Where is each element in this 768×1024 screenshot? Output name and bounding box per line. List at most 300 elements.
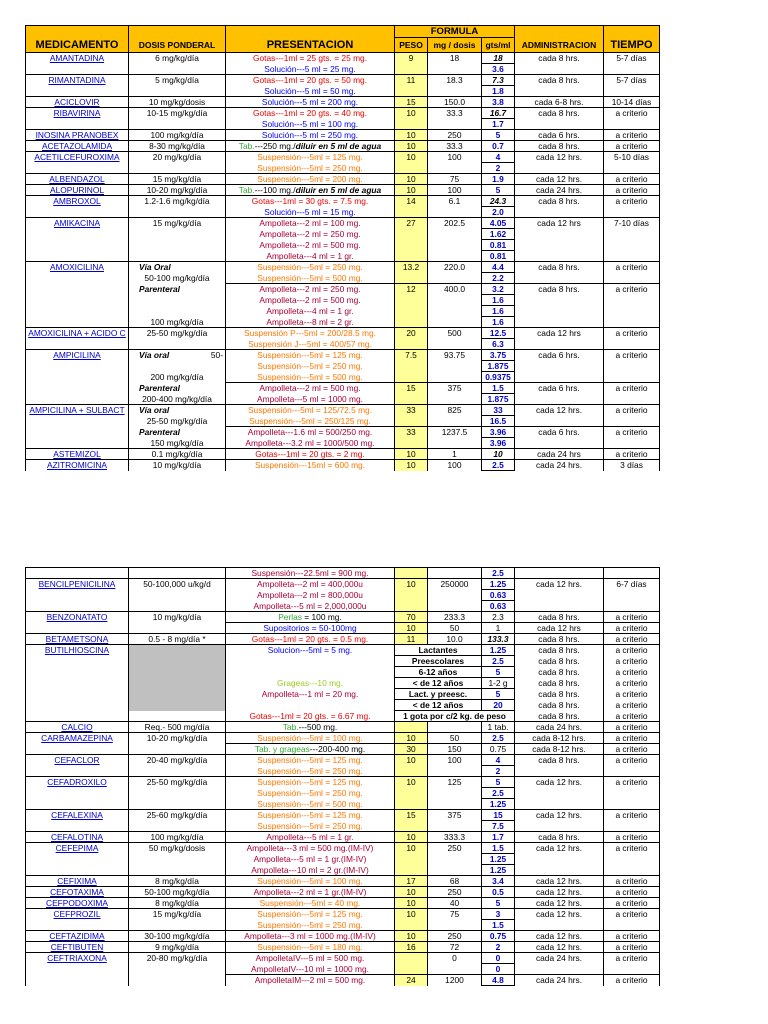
drug-name-link[interactable]: ACETAZOLAMIDA [26,141,129,152]
presentacion-cell [226,295,395,306]
dosis-text: 150 mg/kg/día [150,437,204,448]
tiempo-cell: a criterio [604,777,660,788]
dosis-cell [129,86,226,97]
table-row [26,361,660,372]
drug-name-link [26,623,129,634]
drug-name-link[interactable]: INOSINA PRANOBEX [26,130,129,141]
tiempo-cell: a criterio [604,634,660,645]
gts-ml-cell: 0.75 [482,931,515,942]
peso-cell: 11 [395,634,428,645]
presentacion-form: Ampolleta [266,316,304,327]
dosis-text: Parenteral [139,382,180,393]
drug-name-link[interactable]: CEFACLOR [26,755,129,766]
drug-name-link[interactable]: RIBAVIRINA [26,108,129,119]
presentacion-detail: ---5ml = 250 mg. [301,360,363,371]
table-row [26,108,660,119]
gts-ml-cell: 3.4 [482,876,515,887]
mg-dosis-cell: 375 [428,810,482,821]
presentacion-detail: ---5ml = 250 mg. [301,162,363,173]
table-row [26,141,660,152]
gts-ml-cell: 1 [482,623,515,634]
table-row [26,799,660,810]
tiempo-cell [604,590,660,601]
tiempo-cell: a criterio [604,953,660,964]
table-row [26,405,660,416]
administracion-cell: cada 8 hrs. [515,832,604,843]
administracion-cell: cada 24 hrs. [515,975,604,986]
presentacion-form: Gotas [252,75,276,85]
age-group-cell: Lactantes [395,645,482,656]
presentacion-detail: ---15ml = 600 mg. [298,460,366,470]
administracion-cell [515,229,604,240]
drug-name-link[interactable]: AZITROMICINA [26,460,129,471]
gts-ml-cell: 0.5 [482,887,515,898]
drug-name-link[interactable]: CEFTRIAXONA [26,953,129,964]
drug-table [25,25,660,471]
drug-name-link[interactable]: BENZONATATO [26,612,129,623]
presentacion-detail: ---5 ml = 250 mg. [294,130,359,140]
table-row [26,898,660,909]
table-row [26,634,660,645]
drug-name-link[interactable]: ACICLOVIR [26,97,129,108]
drug-name-link[interactable]: AMANTADINA [26,53,129,64]
age-group-cell: Preescolares [395,656,482,667]
presentacion-detail: ---5 ml = 2,000,000u [290,600,367,611]
presentacion-detail: ---5ml = 100 mg. [301,733,363,743]
dosis-cell [129,394,226,405]
peso-cell [395,601,428,612]
mg-dosis-cell [428,339,482,350]
presentacion-cell [226,152,395,163]
drug-name-link[interactable]: ALOPURINOL [26,185,129,196]
administracion-cell: cada 12 hrs. [515,405,604,416]
peso-cell: 16 [395,942,428,953]
administracion-cell [515,295,604,306]
administracion-cell: cada 12 hrs. [515,931,604,942]
presentacion-cell [226,931,395,942]
table-row [26,612,660,623]
dosis-text: 10 mg/kg/dosis [148,97,206,107]
presentacion-cell [226,119,395,130]
dosis-cell [129,229,226,240]
administracion-cell: cada 12 hrs. [515,898,604,909]
presentacion-form: Suspensión [257,919,302,930]
drug-name-link[interactable]: CARBAMAZEPINA [26,733,129,744]
presentacion-cell [226,262,395,273]
presentacion-detail: ---5ml = 100 mg. [301,876,363,886]
peso-cell [395,251,428,262]
gts-ml-cell: 1-2 g [482,678,515,689]
dosis-cell [129,700,226,711]
dosis-cell [129,733,226,744]
gts-ml-cell: 2 [482,942,515,953]
presentacion-cell [226,86,395,97]
tiempo-cell [604,788,660,799]
peso-cell [395,229,428,240]
presentacion-cell [226,832,395,843]
dosis-cell [129,207,226,218]
tiempo-cell: a criterio [604,623,660,634]
mg-dosis-cell: 1200 [428,975,482,986]
presentacion-cell [226,667,395,678]
peso-cell: 13.2 [395,262,428,273]
dosis-cell [129,64,226,75]
table-row [26,306,660,317]
presentacion-form: Suspensión [257,777,302,787]
presentacion-detail: ---8 ml = 2 gr. [303,316,354,327]
presentacion-cell [226,964,395,975]
dosis-cell [129,568,226,579]
gts-ml-cell: 1.25 [482,579,515,590]
presentacion-detail: ---1ml = 20 gts. = 50 mg. [275,75,368,85]
dosis-cell [129,799,226,810]
presentacion-detail: ---2 ml = 250 mg. [296,284,361,294]
dosis-cell [129,141,226,152]
table-row [26,821,660,832]
mg-dosis-cell: 72 [428,942,482,953]
drug-name-link[interactable]: CEFADROXILO [26,777,129,788]
tiempo-cell: a criterio [604,744,660,755]
peso-cell [395,766,428,777]
dosis-cell [129,634,226,645]
drug-name-link [26,394,129,405]
presentacion-form: Grageas [276,677,310,688]
drug-name-link[interactable]: BENCILPENICILINA [26,579,129,590]
gts-ml-cell: 10 [482,449,515,460]
drug-name-link[interactable]: CALCIO [26,722,129,733]
dosis-cell [129,865,226,876]
gts-ml-cell: 5 [482,689,515,700]
presentacion-detail: ---5 ml = 100 mg. [294,118,359,129]
tiempo-cell: a criterio [604,141,660,152]
drug-name-link[interactable]: CEFPROZIL [26,909,129,920]
administracion-cell [515,207,604,218]
presentacion-cell [226,240,395,251]
gts-ml-cell: 20 [482,700,515,711]
gts-ml-cell: 5 [482,898,515,909]
presentacion-detail: ---1ml = 20 gts. = 2 mg. [277,449,365,459]
dosis-text: 9 mg/kg/día [155,942,199,952]
mg-dosis-cell: 150 [428,744,482,755]
presentacion-detail: ---2 ml = 500 mg. [296,239,361,250]
administracion-cell: cada 12 hrs [515,328,604,339]
administracion-cell: cada 8 hrs. [515,678,604,689]
peso-cell: 12 [395,284,428,295]
dosis-cell [129,711,226,722]
presentacion-cell [226,141,395,152]
presentacion-cell [226,196,395,207]
drug-name-link [26,273,129,284]
presentacion-form: AmpolletaIV [255,953,301,963]
tiempo-cell [604,229,660,240]
administracion-cell: cada 12 hrs [515,218,604,229]
mg-dosis-cell [428,317,482,328]
presentacion-form: Suspensión [257,360,302,371]
drug-name-link[interactable]: ALBENDAZOL [26,174,129,185]
peso-cell [395,854,428,865]
mg-dosis-cell: 150.0 [428,97,482,108]
drug-table-page-1 [25,25,659,471]
presentacion-detail: ---5ml = 500 mg. [301,798,363,809]
dosis-cell [129,350,226,361]
presentacion-detail: ---10 ml = 1000 mg. [295,963,369,974]
tiempo-cell: a criterio [604,427,660,438]
age-group-cell: 1 gota por c/2 kg. de peso [395,711,515,722]
mg-dosis-cell [428,601,482,612]
drug-name-link [26,711,129,722]
drug-name-link [26,240,129,251]
table-row [26,174,660,185]
peso-cell [395,590,428,601]
administracion-cell: cada 8-12 hrs. [515,744,604,755]
presentacion-cell [226,821,395,832]
presentacion-cell [226,350,395,361]
presentacion-detail: ---1ml = 20 gts. = 0.5 mg. [274,634,369,644]
table-row [26,251,660,262]
mg-dosis-cell: 33.3 [428,141,482,152]
presentacion-detail: ---5 ml = 1 gr.(IM-IV) [290,853,367,864]
gts-ml-cell: 3.6 [482,64,515,75]
presentacion-detail: ---5 ml = 1 gr. [303,832,354,842]
drug-name-link [26,590,129,601]
presentacion-detail: ---5 ml = 15 mg. [296,206,356,217]
presentacion-detail: ---2 ml = 500 mg. [296,294,361,305]
table-row [26,427,660,438]
tiempo-cell: a criterio [604,350,660,361]
gts-ml-cell: 1.5 [482,383,515,394]
administracion-cell [515,394,604,405]
drug-name-link[interactable]: ACETILCEFUROXIMA [26,152,129,163]
table-body-page-1 [26,53,660,471]
administracion-cell [515,317,604,328]
drug-name-link[interactable]: CEFALOTINA [26,832,129,843]
drug-name-link[interactable]: AMPICILINA [26,350,129,361]
drug-name-link[interactable]: CEFOTAXIMA [26,887,129,898]
drug-name-link[interactable]: AMBROXOL [26,196,129,207]
presentacion-form: Gotas [252,108,276,118]
table-row [26,909,660,920]
gts-ml-cell: 2.5 [482,788,515,799]
mg-dosis-cell [428,854,482,865]
gts-ml-cell: 12.5 [482,328,515,339]
dosis-cell [129,273,226,284]
gts-ml-cell: 1.6 [482,295,515,306]
gts-ml-cell: 3.75 [482,350,515,361]
tiempo-cell: a criterio [604,975,660,986]
dosis-cell [129,975,226,986]
administracion-cell [515,416,604,427]
presentacion-form: Suspensión [257,765,302,776]
mg-dosis-cell: 825 [428,405,482,416]
mg-dosis-cell [428,865,482,876]
table-row [26,920,660,931]
administracion-cell: cada 24 hrs [515,449,604,460]
drug-name-link[interactable]: RIMANTADINA [26,75,129,86]
table-row [26,645,660,656]
presentacion-cell [226,898,395,909]
mg-dosis-cell [428,229,482,240]
dosis-cell [129,964,226,975]
mg-dosis-cell [428,273,482,284]
drug-name-link [26,854,129,865]
presentacion-form: Suspensión [257,876,302,886]
drug-name-link[interactable]: CEFALEXINA [26,810,129,821]
gts-ml-cell: 4.4 [482,262,515,273]
drug-name-link[interactable]: BETAMETSONA [26,634,129,645]
administracion-cell: cada 12 hrs. [515,942,604,953]
tiempo-cell: a criterio [604,383,660,394]
dosis-text: 50-100,000 u/kg/d [143,579,211,589]
presentacion-form: Ampolleta [257,589,295,600]
gts-ml-cell: 1.875 [482,361,515,372]
administracion-cell [515,119,604,130]
dosis-cell [129,942,226,953]
tiempo-cell: a criterio [604,405,660,416]
drug-table-page-2 [25,567,659,986]
drug-name-link[interactable]: BUTILHIOSCINA [26,645,129,656]
presentacion-detail: ---5ml = 125 mg. [301,350,363,360]
presentacion-detail: = 100 mg. [301,612,342,622]
tiempo-cell: a criterio [604,909,660,920]
table-row [26,700,660,711]
mg-dosis-cell: 125 [428,777,482,788]
presentacion-detail: ---10 mg. [309,677,344,688]
administracion-cell [515,799,604,810]
dosis-cell [129,306,226,317]
drug-name-link [26,678,129,689]
dosis-cell [129,427,226,438]
table-row [26,75,660,86]
presentacion-form: Suspensión [254,460,299,470]
dosis-cell [129,931,226,942]
gts-ml-cell: 2 [482,163,515,174]
dosis-text: 10-20 mg/kg/día [146,733,208,743]
table-row [26,832,660,843]
administracion-cell [515,766,604,777]
gts-ml-cell: 3.96 [482,438,515,449]
dosis-text: 8 mg/kg/día [155,876,199,886]
gts-ml-cell: 3.2 [482,284,515,295]
presentacion-detail: ---5ml = 250 mg. [301,765,363,776]
presentacion-cell [226,777,395,788]
peso-cell [395,416,428,427]
peso-cell [395,722,428,733]
presentacion-cell [226,108,395,119]
dosis-cell [129,163,226,174]
drug-name-link[interactable]: AMIKACINA [26,218,129,229]
drug-name-link[interactable]: CEFTAZIDIMA [26,931,129,942]
presentacion-detail: ---5ml = 200/28.5 mg. [295,328,376,338]
table-row [26,601,660,612]
presentacion-form: Suspensión [251,568,296,578]
tiempo-cell [604,64,660,75]
presentacion-cell [226,810,395,821]
administracion-cell: cada 24 hrs. [515,722,604,733]
gts-ml-cell: 0.75 [482,744,515,755]
presentacion-cell [226,328,395,339]
mg-dosis-cell: 18.3 [428,75,482,86]
gts-ml-cell: 1.25 [482,865,515,876]
dosis-cell [129,240,226,251]
presentacion-cell [226,163,395,174]
gts-ml-cell: 133.3 [482,634,515,645]
presentacion-cell [226,207,395,218]
presentacion-form: Suspensión P [244,328,296,338]
mg-dosis-cell: 100 [428,460,482,471]
presentacion-detail: ---3 ml = 500 mg.(IM-IV) [283,843,374,853]
dosis-cell [129,689,226,700]
presentacion-cell [226,975,395,986]
mg-dosis-cell: 75 [428,174,482,185]
drug-name-link [26,207,129,218]
administracion-cell: cada 8 hrs. [515,667,604,678]
tiempo-cell: a criterio [604,612,660,623]
tiempo-cell [604,273,660,284]
drug-name-link [26,744,129,755]
presentacion-form: Gotas [252,53,276,63]
gts-ml-cell: 24.3 [482,196,515,207]
mg-dosis-cell [428,394,482,405]
drug-name-link[interactable]: AMOXICILINA + ACIDO C [26,328,129,339]
presentacion-cell [226,634,395,645]
presentacion-cell [226,623,395,634]
mg-dosis-cell: 100 [428,152,482,163]
dosis-cell [129,876,226,887]
presentacion-detail: = 50-100mg [309,623,357,633]
tiempo-cell: a criterio [604,810,660,821]
presentacion-form: Solución [261,130,295,140]
dosis-text: 100 mg/kg/día [150,316,204,327]
tiempo-cell: a criterio [604,678,660,689]
administracion-cell [515,251,604,262]
peso-cell [395,273,428,284]
drug-name-link [26,372,129,383]
drug-name-link [26,416,129,427]
table-row [26,843,660,854]
drug-name-link[interactable]: AMOXICILINA [26,262,129,273]
drug-name-link[interactable]: CEFIXIMA [26,876,129,887]
presentacion-cell [226,601,395,612]
drug-name-link[interactable]: CEFPODOXIMA [26,898,129,909]
dosis-cell [129,579,226,590]
table-row [26,623,660,634]
dosis-text: 50-100 mg/kg/día [144,272,210,283]
administracion-cell: cada 8 hrs. [515,700,604,711]
gts-ml-cell: 3.8 [482,97,515,108]
table-row [26,416,660,427]
drug-name-link[interactable]: CEFTIBUTEN [26,942,129,953]
presentacion-cell [226,920,395,931]
presentacion-detail: ---200-400 mg. [309,744,366,754]
table-row [26,755,660,766]
presentacion-form: Solución [264,63,297,74]
dosis-cell [129,185,226,196]
gts-ml-cell: 1.7 [482,119,515,130]
presentacion-cell [226,185,395,196]
drug-name-link [26,601,129,612]
gts-ml-cell: 1 tab. [482,722,515,733]
dosis-cell [129,262,226,273]
drug-name-link[interactable]: ASTEMIZOL [26,449,129,460]
drug-name-link[interactable]: AMPICILINA + SULBACT [26,405,129,416]
table-row [26,196,660,207]
table-row [26,678,660,689]
presentacion-cell [226,317,395,328]
drug-name-link[interactable]: CEFEPIMA [26,843,129,854]
presentacion-cell [226,568,395,579]
presentacion-cell [226,656,395,667]
mg-dosis-cell [428,438,482,449]
